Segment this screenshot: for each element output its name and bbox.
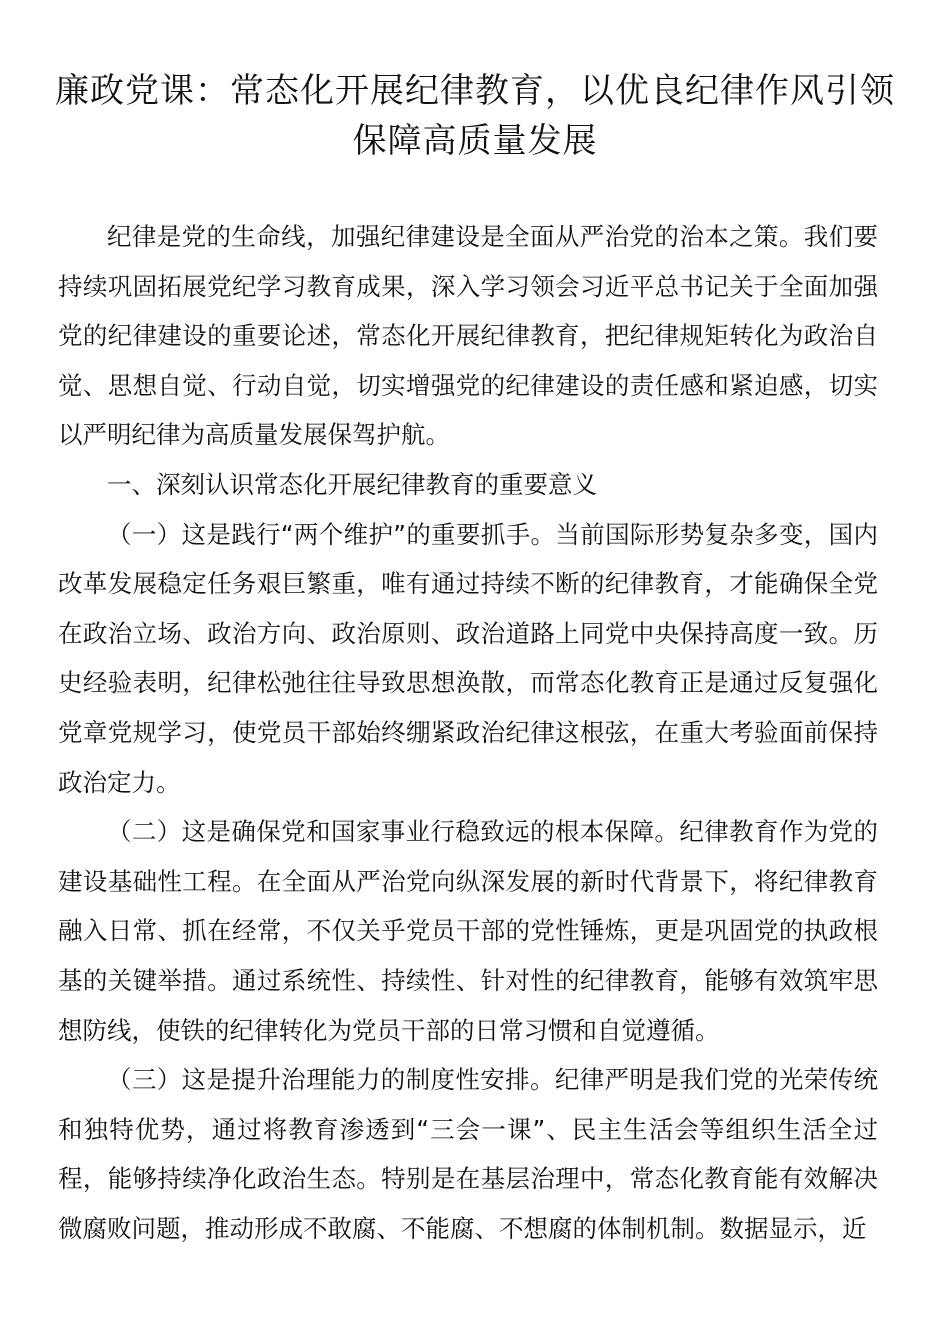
paragraph-point-2: （二）这是确保党和国家事业行稳致远的根本保障。纪律教育作为党的建设基础性工程。在全面从严治党向纵深发展的新时代背景下，将纪律教育融入日常、抓在经常，不仅关乎党员干部的党性锤炼，更是巩固党的执政根基的关键举措。通过系统性、持续性、针对性的纪律教育，能够有效筑牢思想防线，使铁的纪律转化为党员干部的日常习惯和自觉遵循。 <box>58 817 878 1045</box>
intro-paragraph: 纪律是党的生命线，加强纪律建设是全面从严治党的治本之策。我们要持续巩固拓展党纪学习教育成果，深入学习领会习近平总书记关于全面加强党的纪律建设的重要论述，常态化开展纪律教育，把纪律规矩转化为政治自觉、思想自觉、行动自觉，切实增强党的纪律建设的责任感和紧迫感，切实以严明纪律为高质量发展保驾护航。 <box>58 222 878 450</box>
document-body <box>58 212 878 1253</box>
document-title: 廉政党课：常态化开展纪律教育，以优良纪律作风引领保障高质量发展 <box>55 71 895 161</box>
paragraph-point-1: （一）这是践行“两个维护”的重要抓手。当前国际形势复杂多变，国内改革发展稳定任务艰巨繁重，唯有通过持续不断的纪律教育，才能确保全党在政治立场、政治方向、政治原则、政治道路上同党中央保持高度一致。历史经验表明，纪律松弛往往导致思想涣散，而常态化教育正是通过反复强化党章党规学习，使党员干部始终绷紧政治纪律这根弦，在重大考验面前保持政治定力。 <box>58 519 878 797</box>
section-heading-1: 一、深刻认识常态化开展纪律教育的重要意义 <box>107 469 597 499</box>
paragraph-point-3: （三）这是提升治理能力的制度性安排。纪律严明是我们党的光荣传统和独特优势，通过将教育渗透到“三会一课”、民主生活会等组织生活全过程，能够持续净化政治生态。特别是在基层治理中，常态化教育能有效解决微腐败问题，推动形成不敢腐、不能腐、不想腐的体制机制。数据显示，近 <box>58 1065 878 1243</box>
